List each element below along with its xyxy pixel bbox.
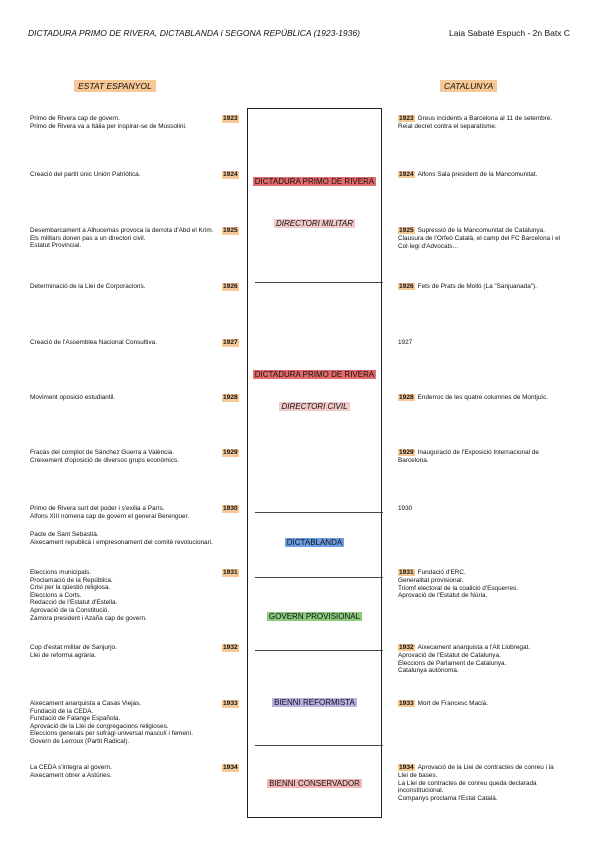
left-event-year: 1927: [223, 339, 238, 346]
right-event: [398, 449, 564, 465]
right-event-text: Alfons Sala president de la Mancomunitat.: [417, 171, 538, 178]
right-event: [398, 394, 564, 402]
timeline-separator: [255, 745, 383, 746]
right-event-text: Inauguració de l'Exposició Internacional de Barcelona.: [398, 449, 539, 464]
left-event-text: La CEDA s'integra al govern. Aixecament obrer a Astúries.: [30, 764, 112, 779]
left-event-year: 1928: [223, 394, 238, 401]
left-event-year: 1926: [223, 283, 238, 290]
period-govern-provisional: GOVERN PROVISIONAL: [268, 612, 361, 621]
right-event-text: Aixecament anarquista a l'Alt Llobregat. Aprovació de l'Estatut de Catalunya. Eleccions de Parlament de Catalunya. Catalunya autònoma.: [398, 644, 531, 675]
left-event-text: Determinació de la Llei de Corporacions.: [30, 283, 146, 290]
right-event: [398, 644, 564, 675]
right-event: [398, 569, 564, 600]
right-event: [398, 227, 564, 250]
right-event-text: Supressió de la Mancomunitat de Catalunya. Clausura de l'Orfeó Català, el camp del FC Barcelona i el Col·legi d'Advocats…: [398, 227, 561, 250]
left-event-year: 1932: [223, 644, 238, 651]
left-event-year: 1924: [223, 171, 238, 178]
right-event-text: 1930: [398, 505, 413, 512]
left-event-text: Moviment oposició estudiantil.: [30, 394, 116, 401]
right-event-year: 1929: [399, 449, 414, 456]
right-event-year: 1923: [399, 115, 414, 122]
right-event-text: Mort de Francesc Macià.: [417, 700, 488, 707]
left-event-year: 1925: [223, 227, 238, 234]
right-event-year: 1931: [399, 569, 414, 576]
timeline-separator: [255, 512, 383, 513]
right-event-text: Fets de Prats de Molló (La "Sanjuanada").: [417, 283, 537, 290]
right-event-year: 1928: [399, 394, 414, 401]
left-event-text: Primo de Rivera surt del poder i s'exilia a París. Alfons XIII nomena cap de govern el general Berenguer.: [30, 505, 190, 520]
right-event-year: 1932: [399, 644, 414, 651]
right-event: [398, 115, 564, 131]
left-event-text: Fracàs del complot de Sánchez Guerra a València. Creixement d'oposició de diversos grups econòmics.: [30, 449, 179, 464]
document-author: Laia Sabaté Espuch - 2n Batx C: [449, 28, 570, 38]
right-event-text: Aprovació de la Llei de contractes de conreu i la Llei de bases. La Llei de contractes de conreu queda declarada inconstitucional. Companys proclama l'Estat Català.: [398, 764, 554, 802]
left-event-text: Desembarcament a Alhucemas provoca la derrota d'Abd el Krim. Els militars donen pas a un directori civil. Estatut Provincial.: [30, 227, 214, 250]
period-dictablanda: DICTABLANDA: [286, 538, 343, 547]
timeline-separator: [255, 282, 383, 283]
left-event-year: 1930: [223, 505, 238, 512]
right-event: [398, 171, 564, 179]
left-event-year: 1933: [223, 700, 238, 707]
right-event-year: 1926: [399, 283, 414, 290]
left-event-year: 1934: [223, 764, 238, 771]
left-event-year: 1931: [223, 569, 238, 576]
period-dictadura-1: DICTADURA PRIMO DE RIVERA: [254, 177, 375, 186]
right-event: [398, 283, 564, 291]
period-bienni-conservador: BIENNI CONSERVADOR: [269, 779, 360, 788]
left-event-year: 1929: [223, 449, 238, 456]
right-column-heading: CATALUNYA: [440, 80, 497, 92]
period-dictadura-2: DICTADURA PRIMO DE RIVERA: [254, 370, 375, 379]
right-event-text: Enderroc de les quatre columnes de Montjuïc.: [417, 394, 549, 401]
right-event: [398, 505, 564, 513]
period-directori-militar: DIRECTORI MILITAR: [275, 219, 354, 228]
left-event-text: Cop d'estat militar de Sanjurjo. Llei de reforma agrària.: [30, 644, 117, 659]
left-event-text: Aixecament anarquista a Casas Viejas. Fundació de la CEDA. Fundació de Falange Española. Aprovació de la Llei de congregacions religioses. Eleccions generals per sufragi universal masculí i femení. Govern de Lerroux (Partit Radical).: [30, 700, 194, 745]
document-title: DICTADURA PRIMO DE RIVERA, DICTABLANDA i SEGONA REPÚBLICA (1923-1936): [28, 28, 360, 38]
right-event-text: 1927: [398, 339, 413, 346]
period-directori-civil: DIRECTORI CIVIL: [281, 402, 348, 411]
period-bienni-reformista: BIENNI REFORMISTA: [274, 698, 355, 707]
left-event-text: Creació del partit únic Unión Patriótica.: [30, 171, 141, 178]
right-event-year: 1925: [399, 227, 414, 234]
right-event: [398, 700, 564, 708]
right-event-text: Fundació d'ERC. Generalitat provisional. Triomf electoral de la coalició d'Esquerres. Aprovació de l'Estatut de Núria.: [398, 569, 518, 600]
left-column-heading: ESTAT ESPANYOL: [74, 80, 156, 92]
right-event-text: Greus incidents a Barcelona al 11 de setembre. Reial decret contra el separatisme.: [398, 115, 553, 130]
left-event-text: Creació de l'Assemblea Nacional Consultiva.: [30, 339, 157, 346]
right-event-year: 1924: [399, 171, 414, 178]
left-event-text: Primo de Rivera cap de govern. Primo de Rivera va a Itàlia per inspirar-se de Mussolini.: [30, 115, 187, 130]
right-event-year: 1933: [399, 700, 414, 707]
left-event-year: 1923: [223, 115, 238, 122]
right-event: [398, 339, 564, 347]
right-event-year: 1934: [399, 764, 414, 771]
timeline-separator: [255, 650, 383, 651]
left-event-text: Pacte de Sant Sebastià. Aixecament republicà i empresonament del comitè revolucionari.: [30, 531, 213, 546]
right-event: [398, 764, 564, 802]
timeline-separator: [255, 577, 383, 578]
left-event-text: Eleccions municipals. Proclamació de la República. Crisi per la qüestió religiosa. Eleccions a Corts. Redacció de l'Estatut d'Estella. Aprovació de la Constitució. Zamora president i Azaña cap de govern.: [30, 569, 147, 622]
timeline-box: [247, 108, 382, 818]
